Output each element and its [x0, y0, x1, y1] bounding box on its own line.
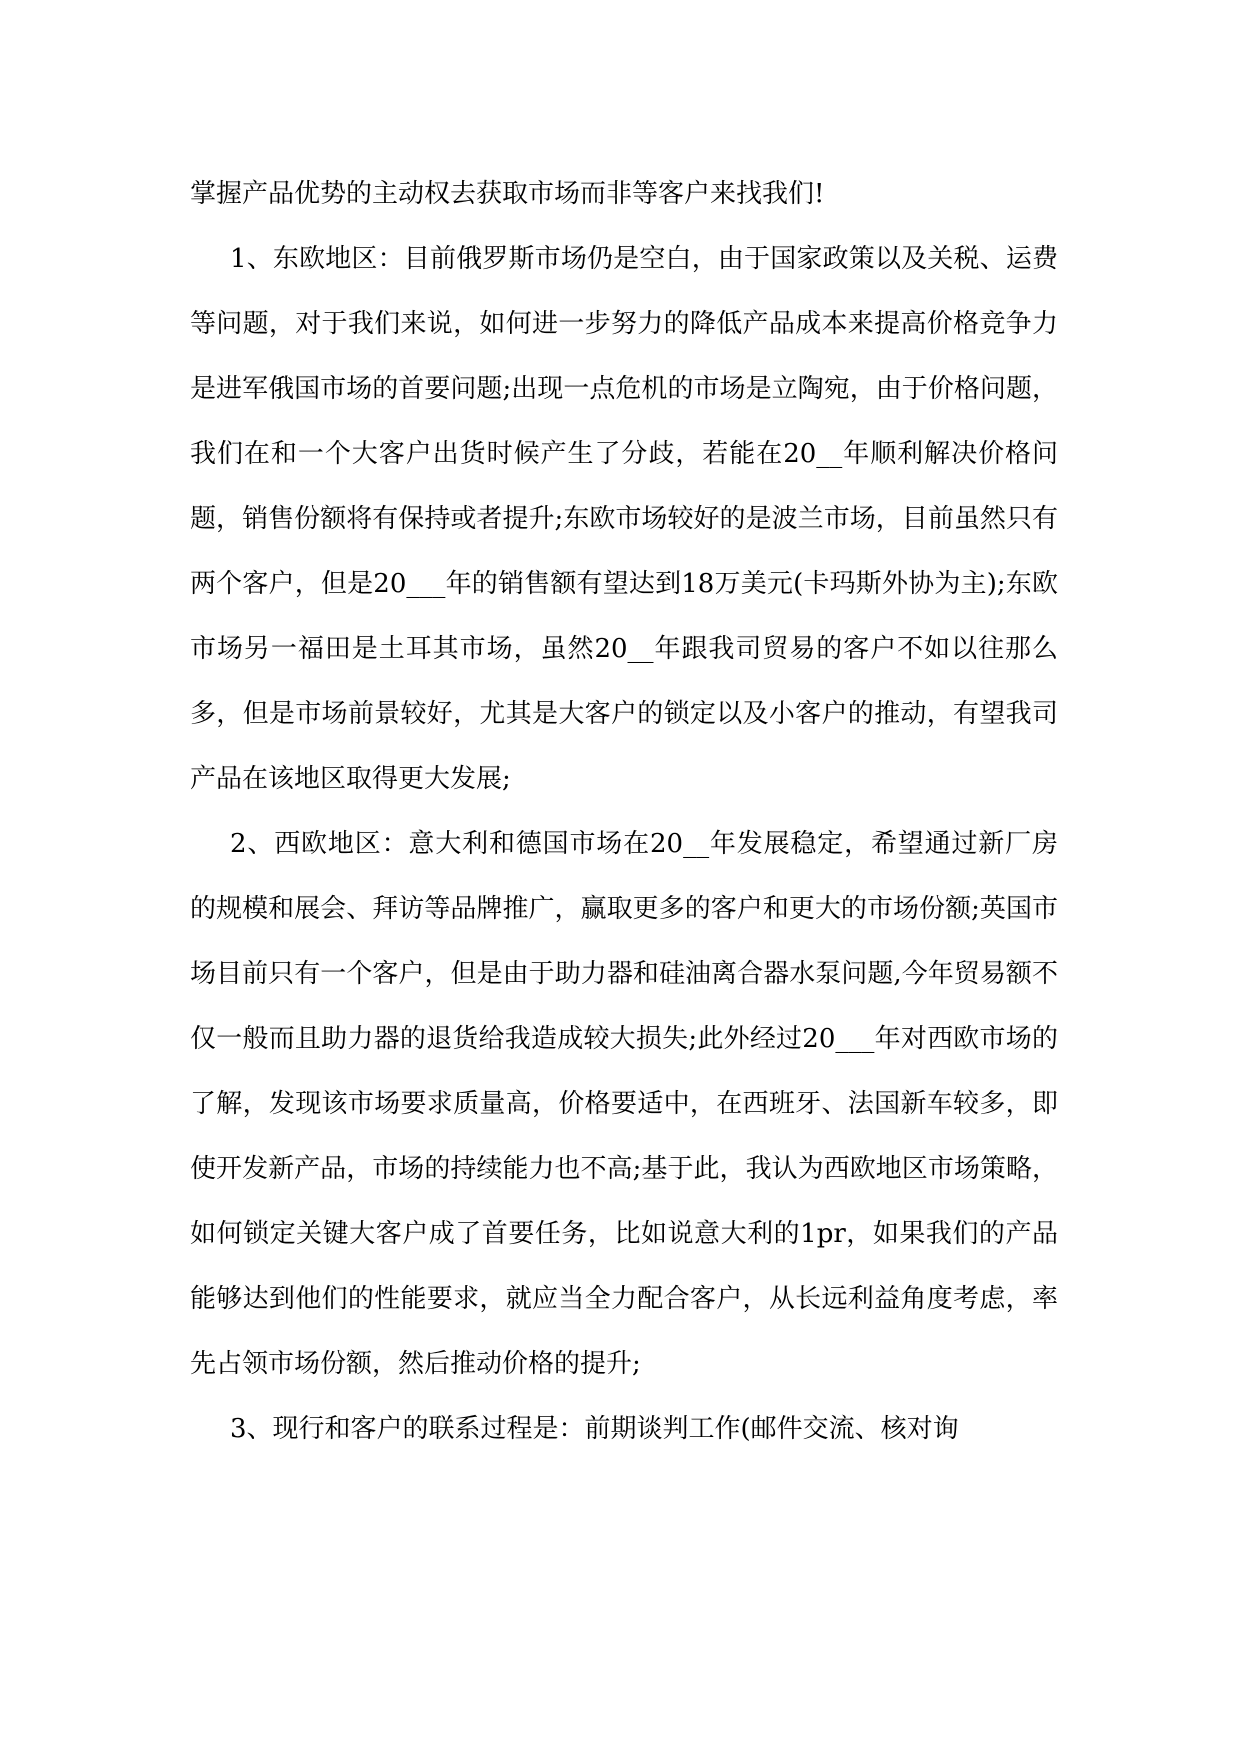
paragraph-customer-contact: 3、现行和客户的联系过程是：前期谈判工作(邮件交流、核对询 — [230, 1414, 959, 1444]
paragraph-intro: 掌握产品优势的主动权去获取市场而非等客户来找我们! — [190, 179, 825, 209]
paragraph-western-europe: 2、西欧地区：意大利和德国市场在20__年发展稳定，希望通过新厂房的规模和展会、拜访等品牌推广，赢取更多的客户和更大的市场份额;英国市场目前只有一个客户，但是由于助力器和硅油离合器水泵问题,今年贸易额不仅一般而且助力器的退货给我造成较大损失;此外经过20___年对西欧市场的了解，发现该市场要求质量高，价格要适中，在西班牙、法国新车较多，即使开发新产品，市场的持续能力也不高;基于此，我认为西欧地区市场策略，如何锁定关键大客户成了首要任务，比如说意大利的1pr，如果我们的产品能够达到他们的性能要求，就应当全力配合客户，从长远利益角度考虑，率先占领市场份额，然后推动价格的提升; — [190, 829, 1058, 1379]
paragraph-eastern-europe: 1、东欧地区：目前俄罗斯市场仍是空白，由于国家政策以及关税、运费等问题，对于我们来说，如何进一步努力的降低产品成本来提高价格竞争力是进军俄国市场的首要问题;出现一点危机的市场是立陶宛，由于价格问题，我们在和一个大客户出货时候产生了分歧，若能在20__年顺利解决价格问题，销售份额将有保持或者提升;东欧市场较好的是波兰市场，目前虽然只有两个客户，但是20___年的销售额有望达到18万美元(卡玛斯外协为主);东欧市场另一福田是土耳其市场，虽然20__年跟我司贸易的客户不如以往那么多，但是市场前景较好，尤其是大客户的锁定以及小客户的推动，有望我司产品在该地区取得更大发展; — [190, 244, 1058, 794]
document-body — [190, 162, 1058, 1462]
